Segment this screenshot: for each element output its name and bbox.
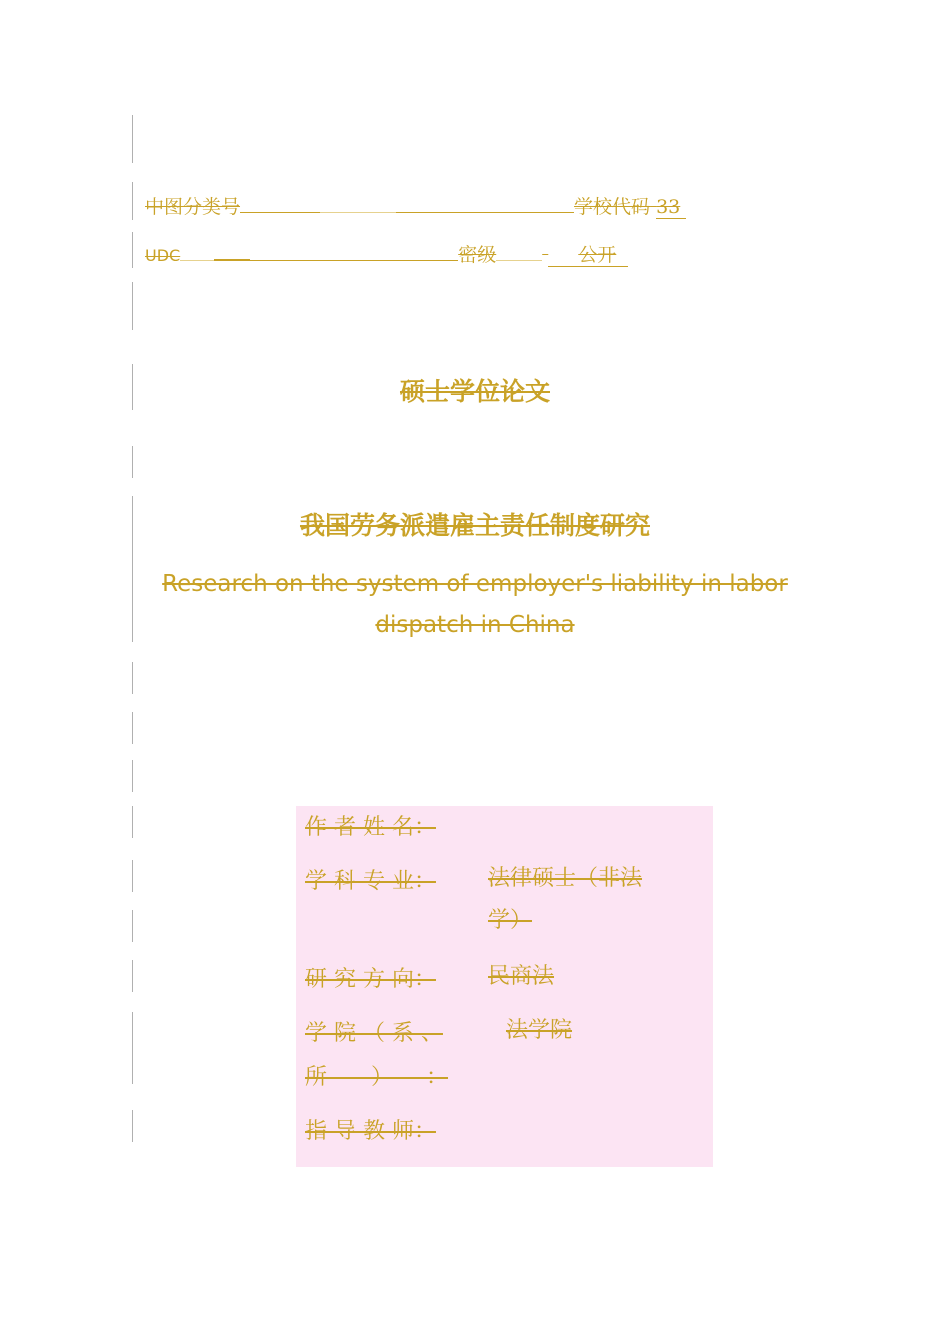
classification-label: 中图分类号 xyxy=(145,196,241,218)
major-value xyxy=(488,858,688,942)
change-bar xyxy=(132,712,133,744)
thesis-title-en-line2: dispatch in China xyxy=(375,612,575,638)
change-bar xyxy=(132,182,133,220)
author-info-box xyxy=(296,806,713,1167)
advisor-label: 指 导 教 师： xyxy=(305,1119,436,1144)
author-label: 作 者 姓 名： xyxy=(305,815,436,840)
degree-title: 硕士学位论文 xyxy=(399,377,550,406)
udc-blank-spacer xyxy=(180,259,214,261)
direction-value: 民商法 xyxy=(488,964,555,989)
secrecy-value: 公开 xyxy=(548,244,628,267)
major-value-line1: 法律硕士（非法 xyxy=(488,866,643,891)
thesis-title-en-line1: Research on the system of employer's liability in labor xyxy=(162,571,788,597)
udc-row xyxy=(145,240,628,267)
change-bar xyxy=(132,910,133,942)
change-bar xyxy=(132,232,133,268)
udc-blank-2 xyxy=(250,259,458,261)
change-bar xyxy=(132,760,133,792)
classification-blank-spacer xyxy=(320,211,396,213)
secrecy-label: 密级 xyxy=(458,244,497,266)
college-label-line1: 学 院 （ 系 、 xyxy=(305,1021,443,1046)
college-value-text: 法学院 xyxy=(506,1018,573,1043)
change-bar xyxy=(132,860,133,892)
direction-label: 研 究 方 向： xyxy=(305,967,436,992)
classification-blank[interactable] xyxy=(240,211,320,213)
udc-blank[interactable] xyxy=(214,258,250,261)
change-bar xyxy=(132,1012,133,1084)
major-label: 学 科 专 业： xyxy=(305,869,436,894)
change-bar xyxy=(132,115,133,163)
change-bar xyxy=(132,446,133,478)
college-label-line2: 所 ） ： xyxy=(305,1065,449,1090)
udc-label: UDC xyxy=(145,246,181,265)
change-bar xyxy=(132,806,133,838)
change-bar xyxy=(132,960,133,992)
school-code-label: 学校代码 xyxy=(574,196,651,218)
classification-blank-2 xyxy=(396,211,574,213)
change-bar xyxy=(132,282,133,330)
school-code-value: 33 xyxy=(656,196,686,219)
classification-row xyxy=(145,192,686,219)
major-value-line2: 学） xyxy=(488,908,533,933)
change-bar xyxy=(132,1110,133,1142)
change-bar xyxy=(132,662,133,694)
college-value xyxy=(488,1010,688,1052)
secrecy-spacer xyxy=(496,259,542,261)
thesis-title-cn: 我国劳务派遣雇主责任制度研究 xyxy=(299,511,650,540)
